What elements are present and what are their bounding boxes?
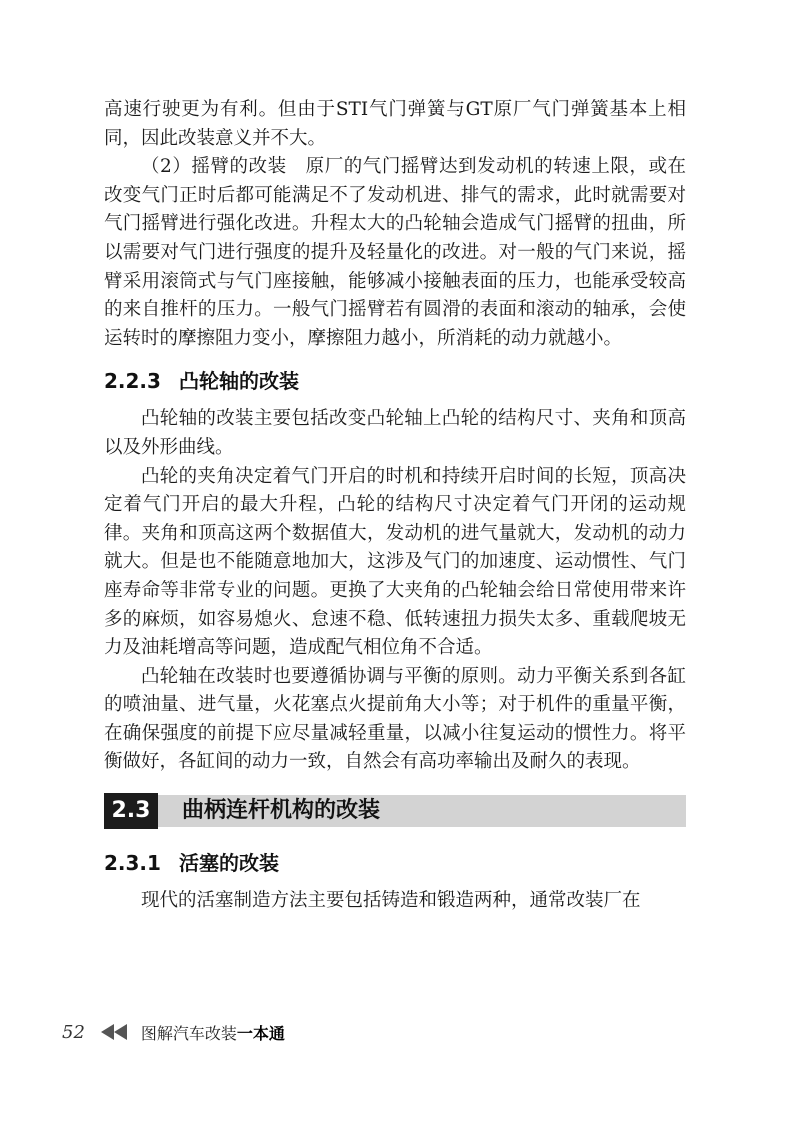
- section-title: 曲柄连杆机构的改装: [182, 798, 381, 824]
- subsection-number: 2.3.1: [104, 851, 161, 876]
- subsection-number: 2.2.3: [104, 369, 161, 394]
- page-footer: [62, 1018, 285, 1046]
- paragraph-camshaft-intro: 凸轮轴的改装主要包括改变凸轮轴上凸轮的结构尺寸、夹角和顶高以及外形曲线。: [104, 408, 686, 458]
- subsection-title: 活塞的改装: [178, 851, 279, 876]
- paragraph-cam-angle: 凸轮的夹角决定着气门开启的时机和持续开启时间的长短，顶高决定着气门开启的最大升程，凸轮的结构尺寸决定着气门开闭的运动规律。夹角和顶高这两个数据值大，发动机的进气量就大，发动机的动力就大。但是也不能随意地加大，这涉及气门的加速度、运动惯性、气门座寿命等非常专业的问题。更换了大夹角的凸轮轴会给日常使用带来许多的麻烦，如容易熄火、怠速不稳、低转速扭力损失太多、重载爬坡无力及油耗增高等问题，造成配气相位角不合适。: [104, 465, 686, 659]
- paragraph-camshaft-balance: 凸轮轴在改装时也要遵循协调与平衡的原则。动力平衡关系到各缸的喷油量、进气量，火花塞点火提前角大小等；对于机件的重量平衡，在确保强度的前提下应尽量减轻重量，以减小往复运动的惯性力。将平衡做好，各缸间的动力一致，自然会有高功率输出及耐久的表现。: [104, 665, 686, 773]
- book-title-strong: 一本通: [236, 1023, 285, 1043]
- paragraph-rocker-arm: （2）摇臂的改装 原厂的气门摇臂达到发动机的转速上限，或在改变气门正时后都可能满足不了发动机进、排气的需求，此时就需要对气门摇臂进行强化改进。升程太大的凸轮轴会造成气门摇臂的扭曲，所以需要对气门进行强度的提升及轻量化的改进。对一般的气门来说，摇臂采用滚筒式与气门座接触，能够减小接触表面的压力，也能承受较高的来自推杆的压力。一般气门摇臂若有圆滑的表面和滚动的轴承，会使运转时的摩擦阻力变小，摩擦阻力越小，所消耗的动力就越小。: [104, 156, 686, 349]
- paragraph-piston-intro: 现代的活塞制造方法主要包括铸造和锻造两种，通常改装厂在: [141, 890, 641, 912]
- subsection-heading-2-2-3: [104, 367, 686, 395]
- double-left-arrow-icon: [99, 1023, 129, 1041]
- paragraph-continued: 高速行驶更为有利。但由于STI气门弹簧与GT原厂气门弹簧基本上相同，因此改装意义并不大。: [104, 99, 686, 149]
- subsection-title: 凸轮轴的改装: [178, 369, 299, 394]
- page-number: 52: [62, 1021, 85, 1043]
- section-banner-2-3: [104, 793, 686, 829]
- subsection-heading-2-3-1: [104, 849, 686, 877]
- book-title: 图解汽车改装: [140, 1023, 237, 1043]
- section-number-badge: 2.3: [104, 793, 158, 829]
- page-content: [104, 96, 686, 916]
